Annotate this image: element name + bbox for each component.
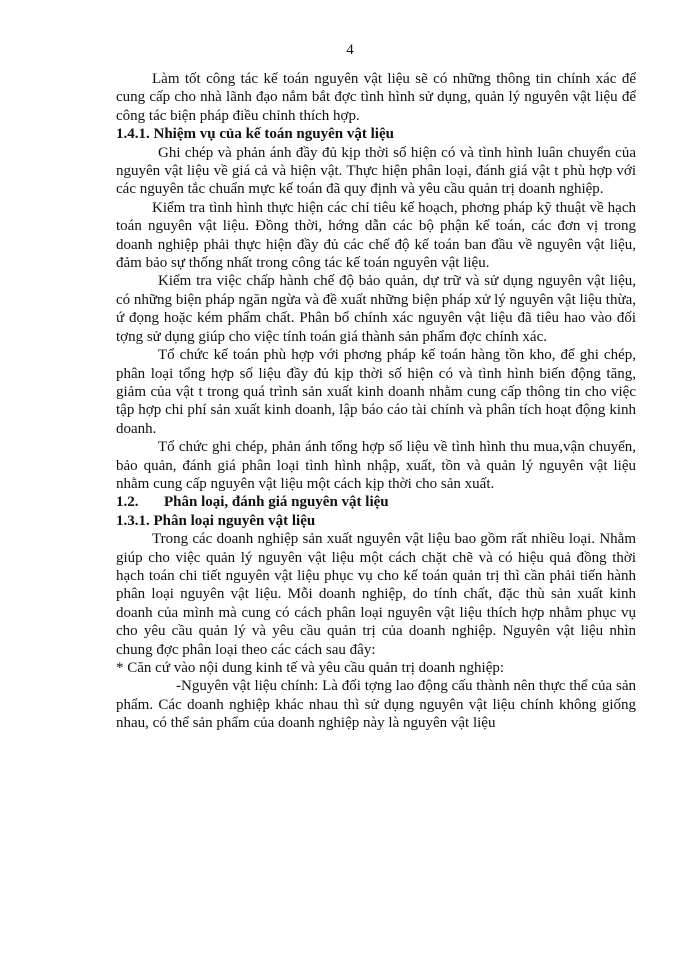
bullet-line: * Căn cứ vào nội dung kinh tế và yêu cầu quản trị doanh nghiệp: [116,660,505,676]
section-number: 1.4.1. [116,126,150,143]
paragraph: Tổ chức ghi chép, phản ánh tổng hợp số liệu về tình hình thu mua,vận chuyển, bảo quản, đánh giá phân loại tình hình nhập, xuất, tồn và quản lý nguyên vật liệu nhằm cung cấp nguyên vật liệu một cách kịp thời cho sản xuất. [116,439,636,492]
paragraph: Làm tốt công tác kế toán nguyên vật liệu sẽ có những thông tin chính xác để cung cấp cho nhà lãnh đạo nắm bắt đợc tình hình sử dụng, quản lý nguyên vật liệu để công tác biện pháp điều chỉnh thích hợp. [116,71,636,124]
section-number: 1.3.1. [116,512,150,529]
section-heading [116,125,636,143]
paragraph: Ghi chép và phản ánh đầy đủ kịp thời số hiện có và tình hình luân chuyển của nguyên vật liệu về giá cả và hiện vật. Thực hiện phân loại, đánh giá vật t phù hợp với các nguyên tắc chuẩn mực kế toán đã quy định và yêu cầu quản trị doanh nghiệp. [116,144,636,198]
section-heading [116,512,636,530]
paragraph: -Nguyên vật liệu chính: Là đối tợng lao động cấu thành nên thực thể của sản phẩm. Các doanh nghiệp khác nhau thì sử dụng nguyên vật liệu chính không giống nhau, có thể sản phẩm của doanh nghiệp này là nguyên vật liệu [116,678,636,732]
paragraph: Kiểm tra việc chấp hành chế độ bảo quản, dự trữ và sử dụng nguyên vật liệu, có những biện pháp ngăn ngừa và đề xuất những biện pháp xử lý nguyên vật liệu thừa, ứ đọng hoặc kém phẩm chất. Phân bổ chính xác nguyên vật liệu đã tiêu hao vào đối tợng sử dụng giúp cho việc tính toán giá thành sản phẩm đợc chính xác. [116,273,636,345]
page-number: 4 [346,42,354,58]
section-title: Nhiệm vụ của kế toán nguyên vật liệu [149,126,394,143]
paragraph: Tổ chức kế toán phù hợp với phơng pháp kế toán hàng tồn kho, để ghi chép, phân loại tổng hợp số liệu đầy đủ kịp thời số hiện có và tình hình biến động tăng, giảm của vật t trong quá trình sản xuất kinh doanh nhằm cung cấp thông tin cho việc tập hợp chi phí sản xuất kinh doanh, lập báo cáo tài chính và phân tích hoạt động kinh doanh. [116,347,636,437]
paragraph: Kiểm tra tình hình thực hiện các chỉ tiêu kế hoạch, phơng pháp kỹ thuật về hạch toán nguyên vật liệu. Đồng thời, hớng dẫn các bộ phận kế toán, các đơn vị trong doanh nghiệp phải thực hiện đầy đủ các chế độ kế toán ban đầu về nguyên vật liệu, đảm bảo sự thống nhất trong công tác kế toán nguyên vật liệu. [116,199,636,272]
section-title: Phân loại nguyên vật liệu [149,512,316,529]
section-title: Phân loại, đánh giá nguyên vật liệu [164,494,389,511]
section-number: 1.2. [116,494,139,511]
section-heading [116,493,636,511]
document-body [116,70,636,733]
paragraph: Trong các doanh nghiệp sản xuất nguyên vật liệu bao gồm rất nhiều loại. Nhằm giúp cho việc quản lý nguyên vật liệu một cách chặt chẽ và có hiệu quả đồng thời hạch toán chi tiết nguyên vật liệu phục vụ cho kế toán quản trị thì cần phải tiến hành phân loại nguyên vật liệu. Mỗi doanh nghiệp, do tính chất, đặc thù sản xuất kinh doanh của mình mà cung có cách phân loại nguyên vật liệu thích hợp nhằm phục vụ cho yêu cầu quản lý và yêu cầu quản trị của doanh nghiệp. Nguyên vật liệu nhìn chung đợc phân loại theo các cách sau đây: [116,531,636,658]
